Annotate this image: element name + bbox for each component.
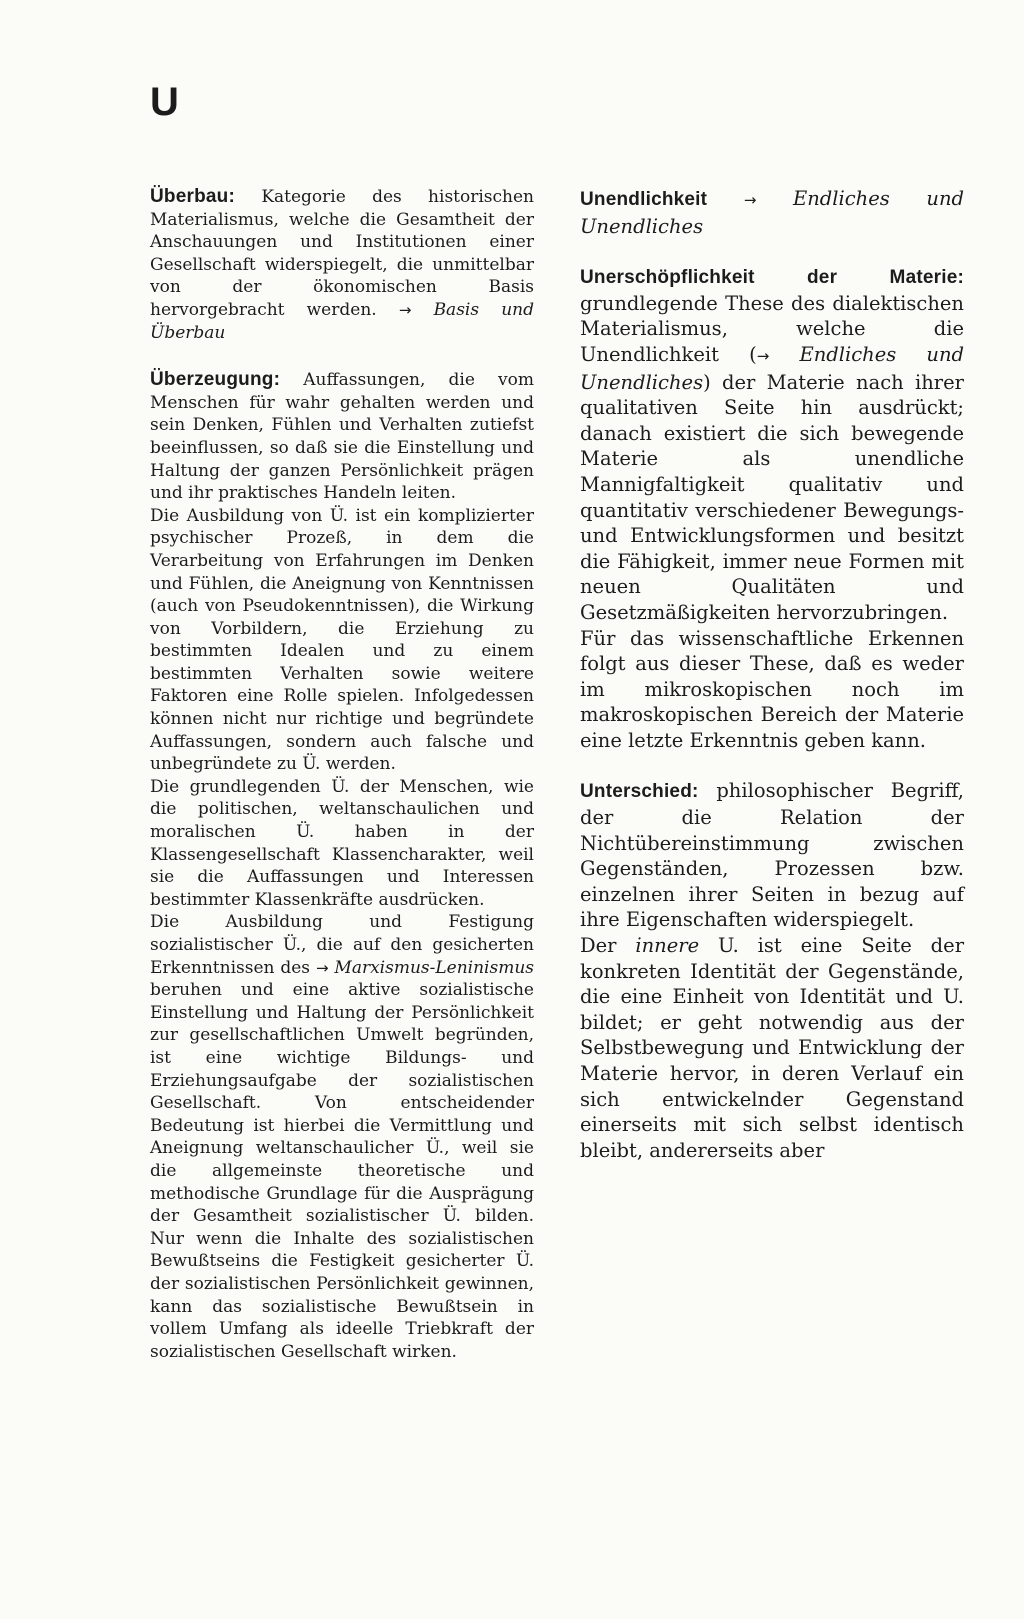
right-column <box>580 186 964 1188</box>
entry-unerschoepflichkeit <box>580 264 964 753</box>
entry-paragraph <box>580 264 964 625</box>
emphasis-text: innere <box>635 934 700 958</box>
entry-unterschied <box>580 778 964 1163</box>
entry-paragraph <box>580 186 964 239</box>
cross-reference-link[interactable]: Marxismus-Leninismus <box>334 957 535 978</box>
entry-unendlichkeit <box>580 186 964 239</box>
cross-reference-link[interactable]: Endliches und Unendliches <box>580 342 965 394</box>
headword: Überzeugung: <box>150 369 281 391</box>
entry-paragraph <box>150 369 534 505</box>
entry-paragraph: Die Ausbildung von Ü. ist ein komplizierter psychischer Prozeß, in dem die Verarbeitung von Erfahrungen im Denken und Fühlen, die Aneignung von Kenntnissen (auch von Pseudokenntnissen), die Wirkung von Vorbildern, die Erziehung zu bestimmten Idealen und zu einem bestimmten Verhalten sowie weitere Faktoren eine Rolle spielen. Infolgedessen können nicht nur richtige und begründete Auffassungen, sondern auch falsche und unbegründete zu Ü. werden. <box>150 505 534 775</box>
entry-paragraph <box>580 778 964 933</box>
entry-ueberzeugung <box>150 369 534 1363</box>
cross-reference-arrow-icon: → <box>398 300 412 319</box>
entry-text: U. ist eine Seite der konkreten Identität der Gegenstände, die eine Einheit von Identität und U. bildet; er geht notwendig aus der Selbstbewegung und Entwicklung der Materie hervor, in deren Verlauf ein sich entwickelnder Gegenstand einerseits mit sich selbst identisch bleibt, andererseits aber <box>580 934 965 1162</box>
entry-ueberbau <box>150 186 534 344</box>
entry-text: philosophischer Begriff, der die Relation der Nichtübereinstimmung zwischen Gegenständen, Prozessen bzw. einzelnen ihrer Seiten in bezug auf ihre Eigenschaften widerspiegelt. <box>580 779 964 932</box>
entry-paragraph: Die grundlegenden Ü. der Menschen, wie die politischen, weltanschaulichen und moralischen Ü. haben in der Klassengesellschaft Klassencharakter, weil sie die Auffassungen und Interessen bestimmter Klassenkräfte ausdrücken. <box>150 776 534 910</box>
headword: Unendlichkeit <box>580 189 708 210</box>
entry-text: grundlegende These des dialektischen Materialismus, welche die Unendlichkeit ( <box>580 291 964 366</box>
entry-text: Auffassungen, die vom Menschen für wahr gehalten werden und sein Denken, Fühlen und Verhalten zutiefst beeinflussen, so daß sie die Einstellung und Haltung der ganzen Persönlichkeit prägen und ihr praktisches Handeln leiten. <box>150 370 534 504</box>
cross-reference-arrow-icon: → <box>743 191 757 209</box>
left-column <box>150 186 534 1388</box>
cross-reference-link[interactable]: Endliches und Unendliches <box>580 187 965 238</box>
headword: Unterschied: <box>580 781 699 803</box>
page-letter-heading: U <box>150 80 179 124</box>
entry-text: beruhen und eine aktive sozialistische Einstellung und Haltung der Persönlichkeit zur gesellschaftlichen Umwelt begründen, ist eine wichtige Bildungs- und Erziehungsaufgabe der sozialistischen Gesellschaft. Von entscheidender Bedeutung ist hierbei die Vermittlung und Aneignung weltanschaulicher Ü., weil sie die allgemeinste theoretische und methodische Grundlage für die Ausprägung der Gesamtheit sozialistischer Ü. bilden. Nur wenn die Inhalte des sozialistischen Bewußtseins die Festigkeit gesicherter Ü. der sozialistischen Persönlichkeit gewinnen, kann das sozialistische Bewußtsein in vollem Umfang als ideelle Triebkraft der sozialistischen Gesellschaft wirken. <box>150 980 534 1362</box>
headword: Unerschöpflichkeit der Materie: <box>580 267 964 289</box>
entry-text: ) der Materie nach ihrer qualitativen Seite hin ausdrückt; danach existiert die sich bewegende Materie als unendliche Mannigfaltigkeit qualitativ und quantitativ verschiedener Bewegungs- und Entwicklungsformen und besitzt die Fähigkeit, immer neue Formen mit neuen Qualitäten und Gesetzmäßigkeiten hervorzubringen. <box>580 370 964 624</box>
cross-reference-arrow-icon: → <box>756 346 770 365</box>
entry-paragraph <box>580 933 964 1163</box>
headword: Überbau: <box>150 186 235 207</box>
cross-reference-link[interactable]: Basis und Überbau <box>150 299 535 343</box>
entry-paragraph <box>150 911 534 1363</box>
entry-text: Der <box>580 934 617 958</box>
entry-paragraph <box>150 186 534 344</box>
entry-text: Die Ausbildung und Festigung sozialistischer Ü., die auf den gesicherten Erkenntnissen des <box>150 912 534 978</box>
entry-paragraph: Für das wissenschaftliche Erkennen folgt aus dieser These, daß es weder im mikroskopischen noch im makroskopischen Bereich der Materie eine letzte Erkenntnis geben kann. <box>580 626 964 752</box>
entry-text: Kategorie des historischen Materialismus, welche die Gesamtheit der Anschauungen und Institutionen einer Gesellschaft widerspiegelt, die unmittelbar von der ökonomischen Basis hervorgebracht werden. <box>150 187 535 320</box>
cross-reference-arrow-icon: → <box>315 958 329 977</box>
